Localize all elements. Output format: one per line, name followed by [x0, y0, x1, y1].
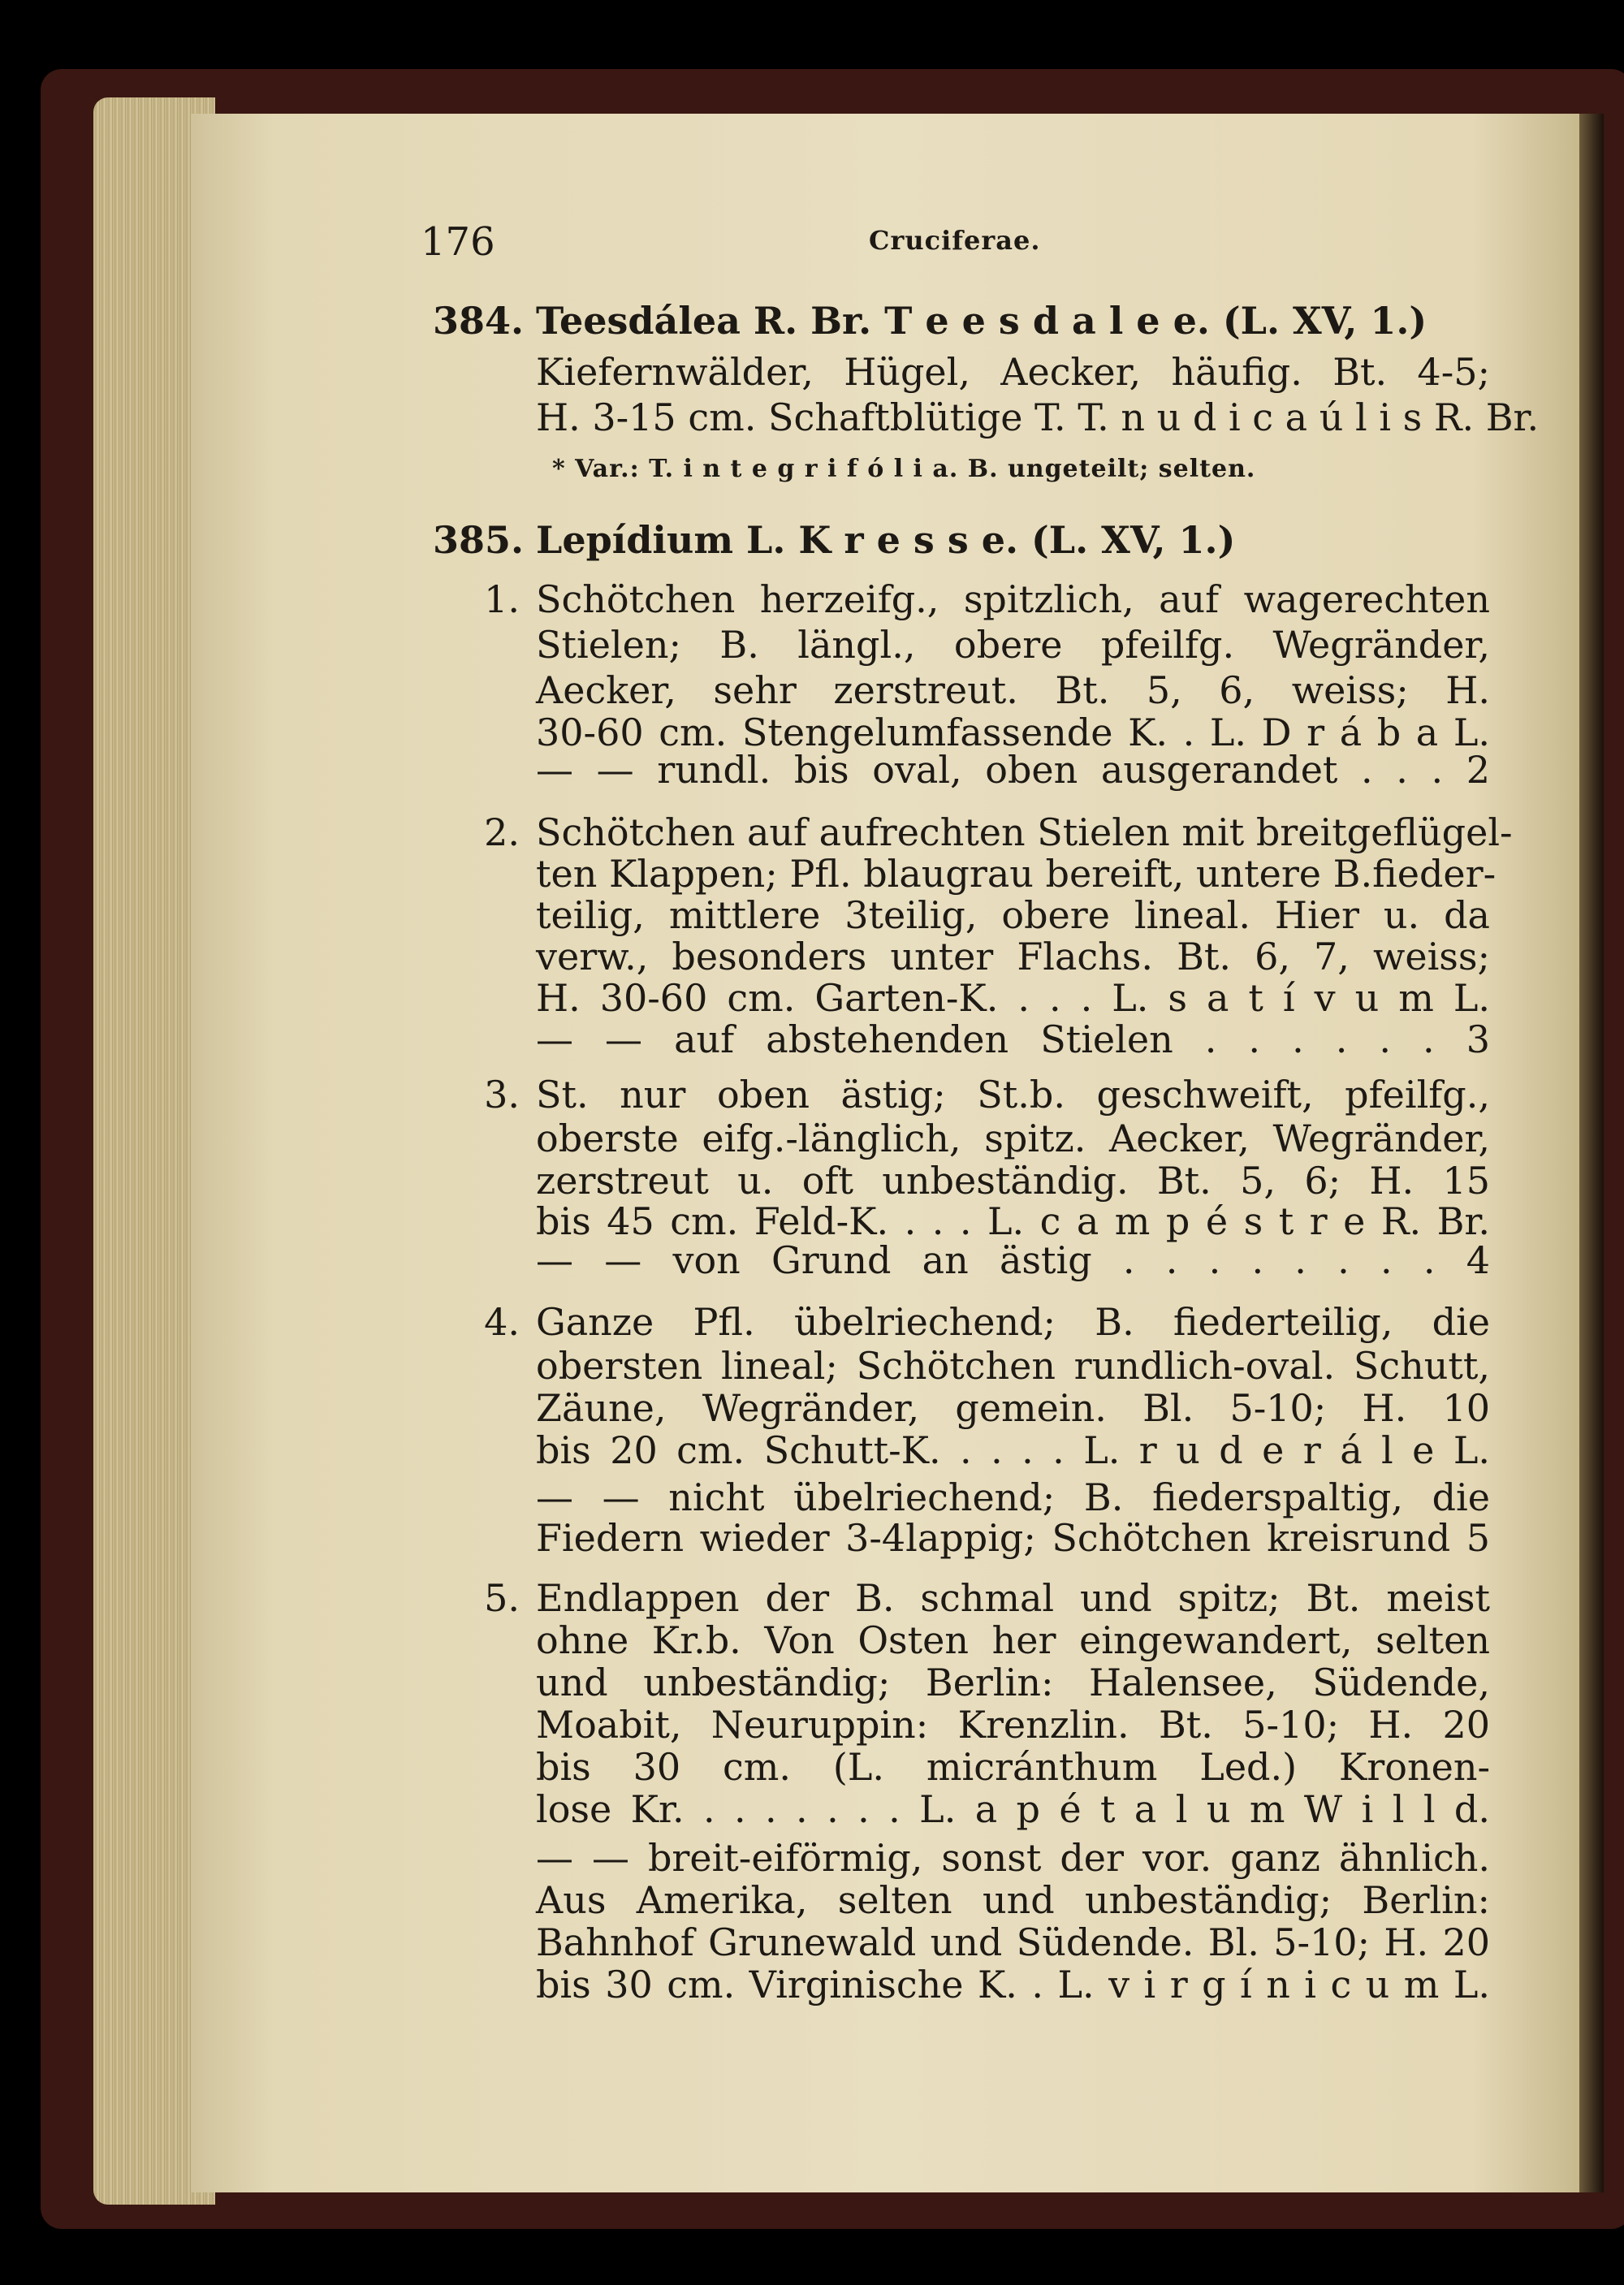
key-line: St. nur oben ästig; St.b. geschweift, pfeilfg.,: [536, 1073, 1490, 1117]
genus-number-384: 384.: [432, 299, 524, 343]
key-line: Schötchen auf aufrechten Stielen mit breitgeflügel-: [536, 810, 1513, 854]
key-line: Fiedern wieder 3-4lappig; Schötchen kreisrund 5: [536, 1516, 1490, 1560]
key-line: Stielen; B. längl., obere pfeilfg. Wegränder,: [536, 623, 1490, 667]
page-number: 176: [421, 219, 495, 265]
key-line: H. 30-60 cm. Garten-K. . . . L. s a t í v u m L.: [536, 976, 1490, 1020]
key-line: Bahnhof Grunewald und Südende. Bl. 5-10; H. 20: [536, 1920, 1490, 1964]
key-line: Aecker, sehr zerstreut. Bt. 5, 6, weiss; H.: [536, 668, 1490, 712]
key-number: 5.: [484, 1576, 520, 1620]
key-line: zerstreut u. oft unbeständig. Bt. 5, 6; H. 15: [536, 1159, 1490, 1203]
key-line: Ganze Pfl. übelriechend; B. fiederteilig, die: [536, 1300, 1490, 1344]
key-line: Aus Amerika, selten und unbeständig; Berlin:: [536, 1878, 1490, 1922]
key-line: und unbeständig; Berlin: Halensee, Südende,: [536, 1661, 1490, 1704]
key-line: Schötchen herzeifg., spitzlich, auf wagerechten: [536, 577, 1490, 621]
key-line: lose Kr. . . . . . . . L. a p é t a l u m W i l l d.: [536, 1787, 1490, 1831]
key-line: ohne Kr.b. Von Osten her eingewandert, selten: [536, 1618, 1490, 1662]
key-line: — — breit-eiförmig, sonst der vor. ganz ähnlich.: [536, 1836, 1490, 1880]
genus-number-385: 385.: [432, 518, 524, 562]
genus-384-title: Teesdálea R. Br. T e e s d a l e e. (L. XV, 1.): [536, 299, 1427, 343]
key-line: oberste eifg.-länglich, spitz. Aecker, Wegränder,: [536, 1117, 1490, 1160]
key-line: — — rundl. bis oval, oben ausgerandet . . . 2: [536, 748, 1490, 792]
variety-note: * Var.: T. i n t e g r i f ó l i a. B. ungeteilt; selten.: [552, 455, 1256, 483]
running-header: Cruciferae.: [869, 225, 1041, 256]
key-line: Moabit, Neuruppin: Krenzlin. Bt. 5-10; H. 20: [536, 1703, 1490, 1747]
genus-384-line: Kiefernwälder, Hügel, Aecker, häufig. Bt. 4-5;: [536, 350, 1490, 394]
genus-385-title: Lepídium L. K r e s s e. (L. XV, 1.): [536, 518, 1236, 562]
key-line: Zäune, Wegränder, gemein. Bl. 5-10; H. 10: [536, 1386, 1490, 1430]
key-line: ten Klappen; Pfl. blaugrau bereift, untere B.fieder-: [536, 852, 1497, 896]
key-line: teilig, mittlere 3teilig, obere lineal. Hier u. da: [536, 893, 1490, 937]
key-line: bis 20 cm. Schutt-K. . . . . L. r u d e r á l e L.: [536, 1428, 1490, 1472]
key-line: verw., besonders unter Flachs. Bt. 6, 7, weiss;: [536, 935, 1490, 978]
key-line: bis 30 cm. (L. micránthum Led.) Kronen-: [536, 1745, 1490, 1789]
key-line: obersten lineal; Schötchen rundlich-oval. Schutt,: [536, 1344, 1490, 1388]
key-number: 2.: [484, 810, 520, 854]
key-line: 30-60 cm. Stengelumfassende K. . L. D r á b a L.: [536, 711, 1490, 754]
key-line: Endlappen der B. schmal und spitz; Bt. meist: [536, 1576, 1490, 1620]
page-gutter: [1579, 114, 1604, 2192]
key-number: 1.: [484, 577, 520, 621]
genus-384-line: H. 3-15 cm. Schaftblütige T. T. n u d i c a ú l i s R. Br.: [536, 395, 1540, 439]
key-line: bis 45 cm. Feld-K. . . . L. c a m p é s t r e R. Br.: [536, 1199, 1490, 1243]
key-line: — — auf abstehenden Stielen . . . . . . 3: [536, 1017, 1490, 1061]
key-line: bis 30 cm. Virginische K. . L. v i r g í n i c u m L.: [536, 1963, 1490, 2006]
key-number: 4.: [484, 1300, 520, 1344]
key-line: — — von Grund an ästig . . . . . . . . 4: [536, 1238, 1490, 1282]
key-number: 3.: [484, 1073, 520, 1117]
key-line: — — nicht übelriechend; B. fiederspaltig, die: [536, 1475, 1490, 1519]
